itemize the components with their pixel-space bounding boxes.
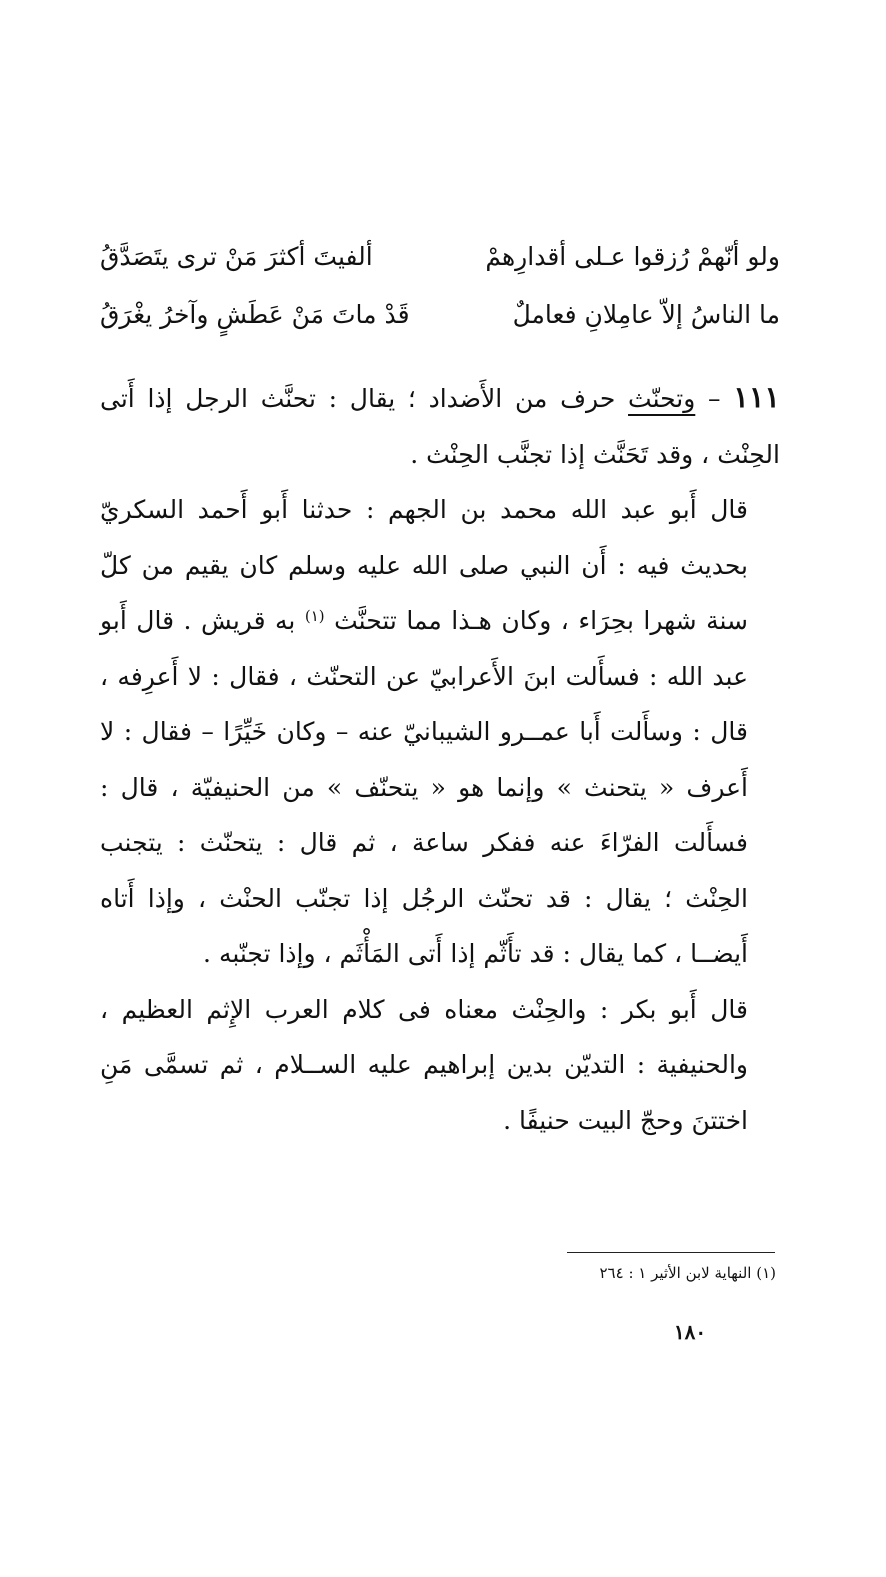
- entry-paragraph: [100, 370, 780, 482]
- entry-number: ١١١: [733, 380, 781, 414]
- footnote-divider: [567, 1252, 775, 1253]
- paragraph-2-text-b: به قريش . قال أَبو عبد الله : فسأَلت ابنَ الأَعرابيّ عن التحنّث ، فقال : لا أَعرِفه ، قال : وسأَلت أَبا عمــرو الشيبانيّ عنه – وكان خَيِّرًا – فقال : لا أَعرف « يتحنث » وإنما هو « يتحنّف » من الحنيفيّة ، قال : فسأَلت الفرّاءَ عنه ففكر ساعة ، ثم قال : يتحنّث : يتجنب الحِنْث ؛ يقال : قد تحنّث الرجُل إذا تجنّب الحنْث ، وإذا أَتاه أَيضــا ، كما يقال : قد تأَثّم إذا أَتى المَأْثَم ، وإذا تجنّبه .: [100, 606, 748, 968]
- paragraph-2-text-a: قال أَبو عبد الله محمد بن الجهم : حدثنا أَبو أَحمد السكريّ بحديث فيه : أَن النبي صلى الله عليه وسلم كان يقيم من كلّ سنة شهرا بحِرَاء ، وكان هـذا مما تتحنَّث: [100, 495, 748, 635]
- footnote: (١) النهاية لابن الأثير ١ : ٢٦٤: [599, 1264, 776, 1282]
- footnote-reference[interactable]: (١): [304, 607, 325, 625]
- entry-headword: وتحنّث: [628, 384, 696, 413]
- verse-1-second-hemistich: ألفيتَ أكثرَ مَنْ ترى يتَصَدَّقُ: [100, 242, 373, 271]
- verse-1-first-hemistich: ولو أنّهمْ رُزقوا عـلى أقدارِهمْ: [485, 242, 780, 271]
- entry-dash: –: [695, 384, 734, 413]
- verse-2-first-hemistich: ما الناسُ إلاّ عامِلانِ فعاملٌ: [512, 300, 780, 329]
- page-number: ١٨٠: [673, 1320, 707, 1344]
- paragraph-2: [100, 482, 780, 982]
- paragraph-3: قال أَبو بكر : والحِنْث معناه فى كلام العرب الإِثم العظيم ، والحنيفية : التديّن بدين إبراهيم عليه الســلام ، ثم تسمَّى مَنِ اختتنَ وحجّ البيت حنيفًا .: [100, 994, 748, 1135]
- main-text: [100, 370, 780, 1148]
- verse-2-second-hemistich: قَدْ ماتَ مَنْ عَطَشٍ وآخرُ يغْرَقُ: [100, 300, 410, 329]
- poem-verse-1: [100, 232, 780, 282]
- entry-lead-text: حرف من الأَضداد ؛ يقال : تحنَّث الرجل إذا أَتى الحِنْث ، وقد تَحَنَّث إذا تجنَّب الحِنْث .: [100, 384, 780, 469]
- poem-verse-2: [100, 290, 780, 340]
